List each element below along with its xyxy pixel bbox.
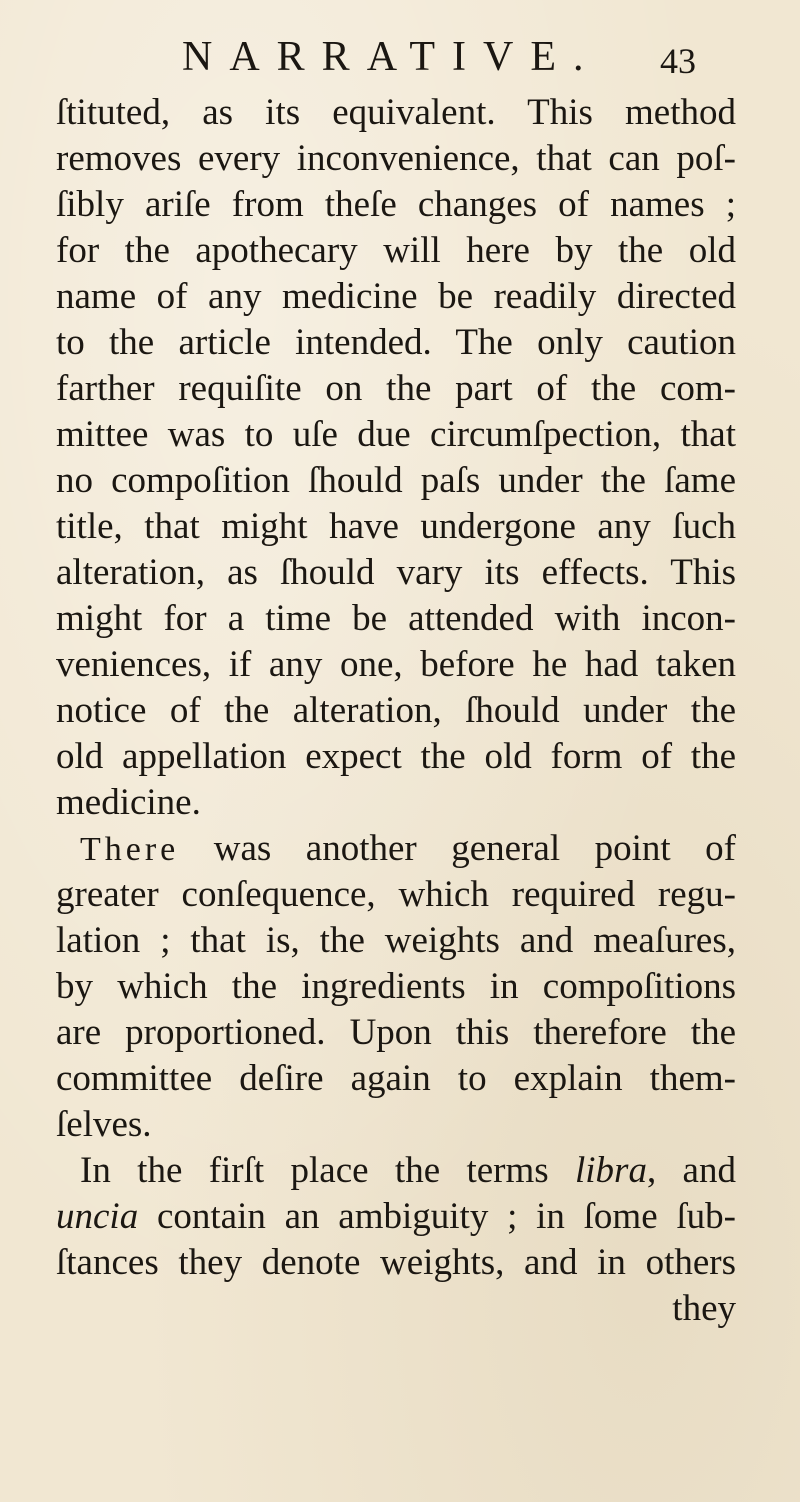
catchword: they <box>672 1288 736 1329</box>
text-line: notice of the alteration, ſhould under the <box>56 690 736 731</box>
italic-term-libra: libra <box>575 1150 647 1191</box>
text-line: no compoſition ſhould paſs under the ſame <box>56 460 736 501</box>
paragraph-opening-line <box>56 826 736 872</box>
text-segment: contain an ambiguity ; in ſome ſub- <box>138 1196 736 1237</box>
text-line: ſtituted, as its equivalent. This method <box>56 92 736 133</box>
text-line: alteration, as ſhould vary its effects. This <box>56 552 736 593</box>
text-line: lation ; that is, the weights and meaſures, <box>56 920 736 961</box>
text-line: ſelves. <box>56 1104 152 1145</box>
text-line: mittee was to uſe due circumſpection, that <box>56 414 736 455</box>
body-text <box>56 90 736 1332</box>
page-number: 43 <box>660 41 696 81</box>
text-line: title, that might have undergone any ſuch <box>56 506 736 547</box>
text-line: committee deſire again to explain them- <box>56 1058 736 1099</box>
text-line: are proportioned. Upon this therefore the <box>56 1012 736 1053</box>
text-line: old appellation expect the old form of the <box>56 736 736 777</box>
text-line: greater conſequence, which required regu- <box>56 874 736 915</box>
text-line: farther requiſite on the part of the com- <box>56 368 736 409</box>
opening-line-text: was another general point of <box>179 828 736 869</box>
text-line: medicine. <box>56 782 201 823</box>
text-segment: , and <box>646 1150 736 1191</box>
text-line: veniences, if any one, before he had taken <box>56 644 736 685</box>
italic-term-uncia: uncia <box>56 1196 139 1237</box>
text-line: ſtances they denote weights, and in others <box>56 1242 736 1283</box>
text-line: might for a time be attended with incon- <box>56 598 736 639</box>
running-head <box>0 28 800 88</box>
text-segment: In the firſt place the terms <box>80 1150 575 1191</box>
text-line: removes every inconvenience, that can poſ- <box>56 138 736 179</box>
text-line <box>56 1194 736 1240</box>
text-line: ſibly ariſe from theſe changes of names ; <box>56 184 736 225</box>
text-line: by which the ingredients in compoſitions <box>56 966 736 1007</box>
running-head-title: NARRATIVE. <box>182 34 601 80</box>
smallcaps-word: There <box>80 831 180 868</box>
paragraph-opening-line <box>56 1148 736 1194</box>
text-line: to the article intended. The only caution <box>56 322 736 363</box>
text-line: for the apothecary will here by the old <box>56 230 736 271</box>
text-line: name of any medicine be readily directed <box>56 276 736 317</box>
